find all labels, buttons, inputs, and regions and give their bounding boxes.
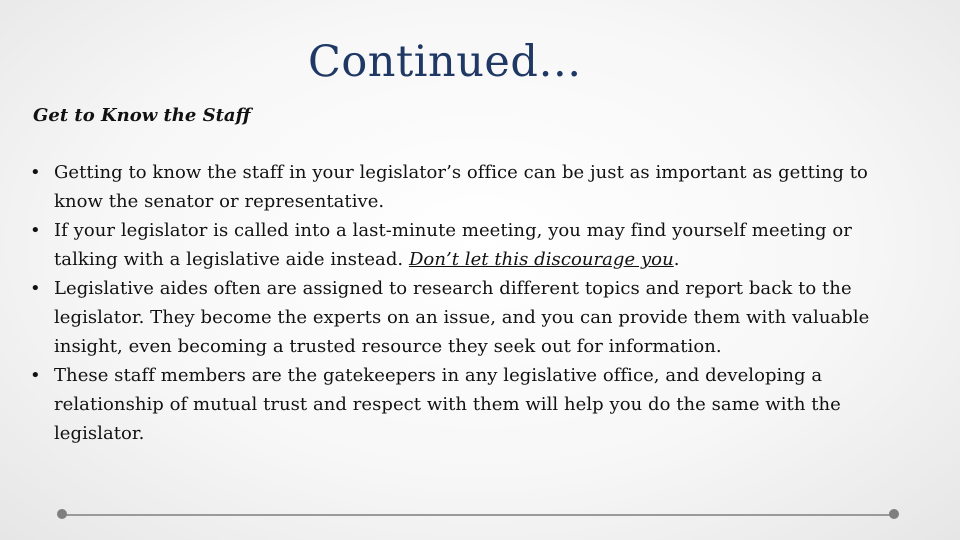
- bullet-item: [30, 216, 900, 274]
- bullet-list: [30, 158, 900, 448]
- bullet-text: These staff members are the gatekeepers in any legislative office, and developing a relationship of mutual trust and respect with them will help you do the same with the legislator.: [54, 365, 841, 444]
- bullet-marker: •: [30, 162, 41, 183]
- slide-title: Continued…: [308, 37, 582, 87]
- bullet-marker: •: [30, 365, 41, 386]
- bullet-text: If your legislator is called into a last-minute meeting, you may find yourself meeting or talking with a legislative aide instead.: [54, 220, 852, 270]
- slide-subtitle: Get to Know the Staff: [33, 105, 251, 126]
- bullet-text: Legislative aides often are assigned to research different topics and report back to the legislator. They become the experts on an issue, and you can provide them with valuable insight, even becoming a trusted resource they seek out for information.: [54, 278, 870, 357]
- bullet-item: [30, 274, 900, 361]
- bullet-item: [30, 158, 900, 216]
- bullet-text: Getting to know the staff in your legislator’s office can be just as important as getting to know the senator or representative.: [54, 162, 868, 212]
- emphasized-text: Don’t let this discourage you: [408, 249, 674, 270]
- bullet-item: [30, 361, 900, 448]
- divider-endpoint-right: [889, 509, 899, 519]
- bullet-text-end: .: [673, 249, 680, 270]
- footer-divider-line: [62, 514, 894, 516]
- bullet-marker: •: [30, 220, 41, 241]
- bullet-marker: •: [30, 278, 41, 299]
- divider-endpoint-left: [57, 509, 67, 519]
